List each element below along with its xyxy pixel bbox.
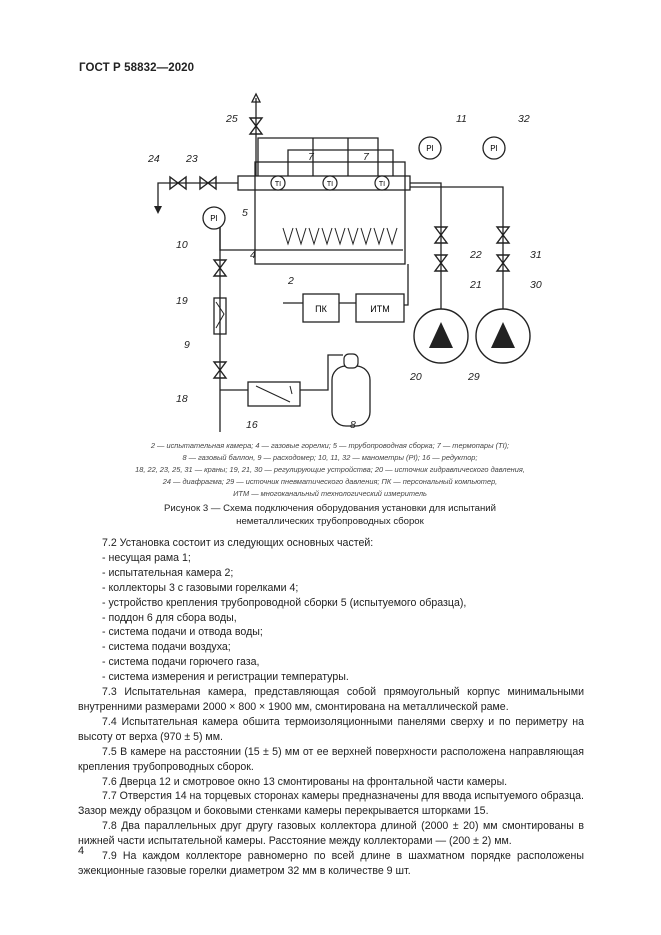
equipment-diagram bbox=[138, 90, 558, 432]
gauge-label-11: PI bbox=[426, 144, 434, 153]
paragraph-7-7: 7.7 Отверстия 14 на торцевых сторонах камеры предназначены для ввода испытуемого образца. Зазор между образцом и боковыми стенками камеры перекрывается шторками 15. bbox=[78, 790, 584, 818]
list-item: - коллекторы 3 с газовыми горелками 4; bbox=[102, 581, 299, 594]
callout: 11 bbox=[456, 113, 467, 125]
list-item: - система подачи и отвода воды; bbox=[102, 626, 263, 639]
list-item: - устройство крепления трубопроводной сборки 5 (испытуемого образца), bbox=[102, 596, 467, 609]
list-item: - поддон 6 для сбора воды, bbox=[102, 611, 237, 624]
gauge-label-32: PI bbox=[490, 144, 498, 153]
callout: 22 bbox=[470, 249, 482, 261]
legend-line: 18, 22, 23, 25, 31 — краны; 19, 21, 30 — регулирующие устройства; 20 — источник гидравлического давления, bbox=[135, 465, 525, 474]
legend-line: 2 — испытательная камера; 4 — газовые горелки; 5 — трубопроводная сборка; 7 — термопары (TI); bbox=[150, 441, 510, 450]
list-item: - несущая рама 1; bbox=[102, 551, 191, 564]
list-item: - система подачи воздуха; bbox=[102, 641, 231, 654]
callout: 16 bbox=[246, 419, 258, 431]
callout: 25 bbox=[226, 113, 238, 125]
caption-line: Рисунок 3 — Схема подключения оборудования установки для испытаний bbox=[164, 503, 496, 514]
callout: 19 bbox=[176, 295, 188, 307]
list-item: - система подачи горючего газа, bbox=[102, 656, 260, 669]
callout: 24 bbox=[148, 153, 160, 165]
callout: 30 bbox=[530, 279, 542, 291]
callout: 9 bbox=[184, 339, 190, 351]
paragraph-7-2: 7.2 Установка состоит из следующих основных частей: bbox=[102, 537, 374, 549]
callout: 7 bbox=[363, 151, 369, 163]
paragraph-7-5: 7.5 В камере на расстоянии (15 ± 5) мм от ее верхней поверхности расположена направляющая крепления трубопроводных сборок. bbox=[78, 745, 584, 773]
callout: 31 bbox=[530, 249, 542, 261]
caption-line: неметаллических трубопроводных сборок bbox=[236, 515, 424, 527]
callout: 7 bbox=[308, 151, 314, 163]
callout: 18 bbox=[176, 393, 188, 405]
legend-line: 8 — газовый баллон, 9 — расходомер; 10, 11, 32 — манометры (PI); 16 — редуктор; bbox=[182, 453, 478, 462]
page-number: 4 bbox=[78, 845, 85, 857]
body-text bbox=[78, 536, 584, 879]
list-item: - испытательная камера 2; bbox=[102, 566, 234, 579]
gauge-label-10: PI bbox=[210, 214, 218, 223]
box-pc: ПК bbox=[315, 304, 327, 314]
paragraph-7-6: 7.6 Дверца 12 и смотровое окно 13 смонтированы на фронтальной части камеры. bbox=[102, 775, 508, 788]
callout: 5 bbox=[242, 207, 248, 219]
legend-line: ИТМ — многоканальный технологический измеритель bbox=[233, 489, 427, 498]
callout: 20 bbox=[410, 371, 422, 383]
list-item: - система измерения и регистрации температуры. bbox=[102, 671, 349, 684]
thermocouple-label: TI bbox=[326, 181, 334, 188]
box-itm: ИТМ bbox=[370, 304, 390, 314]
thermocouple-label: TI bbox=[378, 181, 386, 188]
figure-legend bbox=[100, 440, 560, 500]
thermocouple-label: TI bbox=[274, 181, 282, 188]
callout: 29 bbox=[468, 371, 480, 383]
callout: 32 bbox=[518, 113, 530, 125]
legend-line: 24 — диафрагма; 29 — источник пневматического давления; ПК — персональный компьютер, bbox=[162, 477, 498, 486]
callout: 4 bbox=[250, 249, 256, 261]
callout: 10 bbox=[176, 239, 188, 251]
callout: 8 bbox=[350, 419, 356, 431]
paragraph-7-9: 7.9 На каждом коллекторе равномерно по всей длине в шахматном порядке расположены эжекционные газовые горелки диаметром 32 мм в количестве 9 шт. bbox=[78, 850, 584, 877]
document-header: ГОСТ Р 58832—2020 bbox=[79, 62, 195, 74]
callout: 21 bbox=[470, 279, 482, 291]
figure-caption bbox=[100, 503, 560, 528]
paragraph-7-3: 7.3 Испытательная камера, представляющая собой прямоугольный корпус минимальными внутренними размерами 2000 × 800 × 1900 мм, смонтирована на металлической раме. bbox=[78, 686, 584, 713]
callout: 2 bbox=[288, 275, 294, 287]
paragraph-7-8: 7.8 Два параллельных друг другу газовых коллектора длиной (2000 ± 20) мм смонтированы в нижней части испытательной камеры. Расстояние между коллекторами — (200 ± 2) мм. bbox=[78, 820, 584, 848]
paragraph-7-4: 7.4 Испытательная камера обшита термоизоляционными панелями сверху и по периметру на высоту от верха (970 ± 5) мм. bbox=[78, 715, 584, 743]
callout: 23 bbox=[186, 153, 198, 165]
